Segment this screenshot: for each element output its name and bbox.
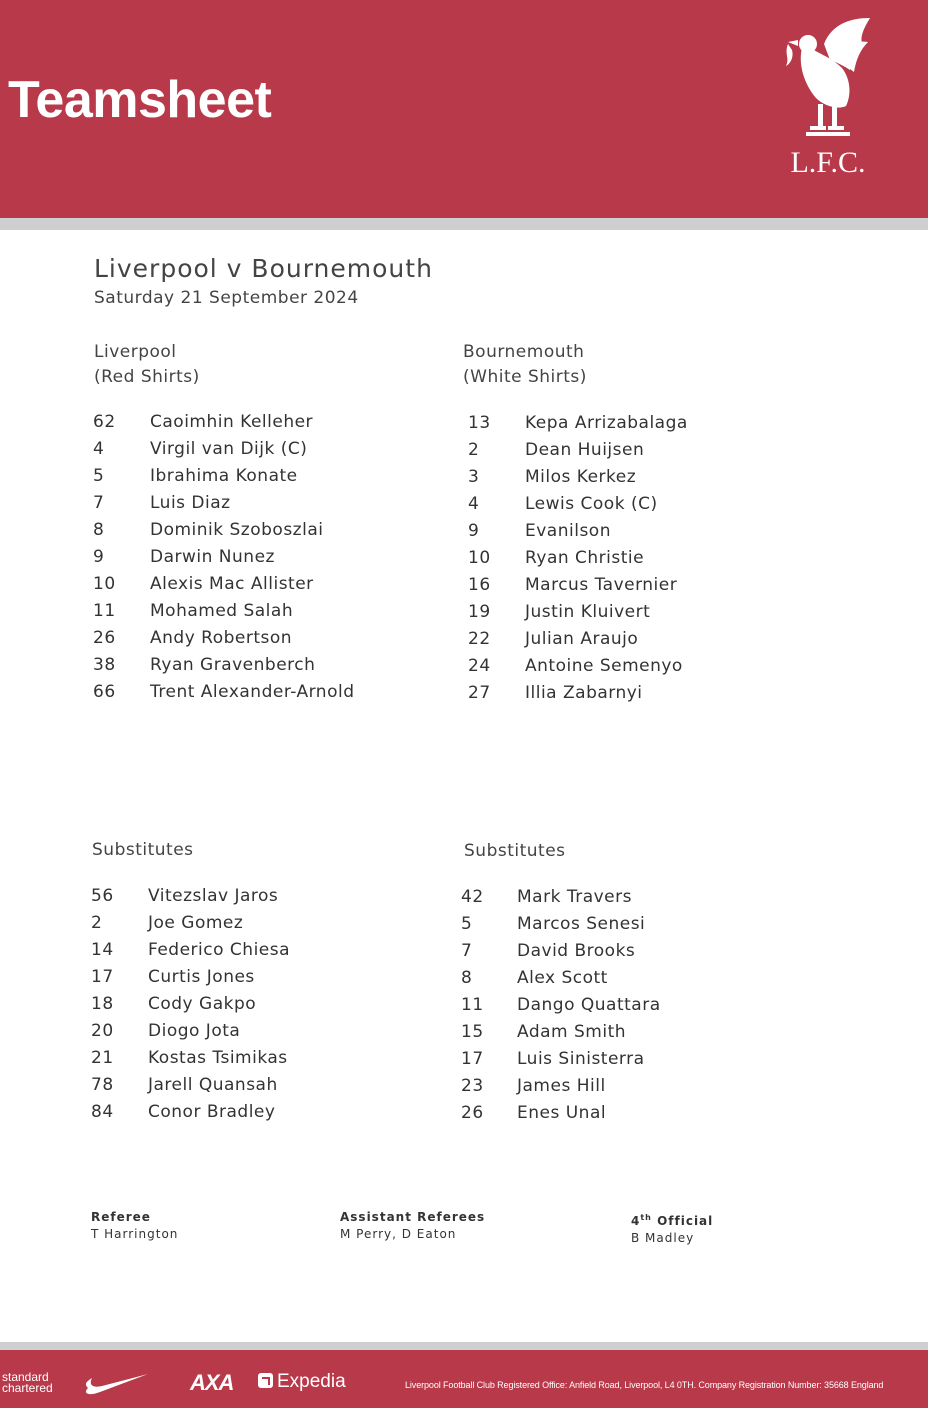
player-row — [91, 994, 421, 1021]
player-name: Dean Huijsen — [525, 440, 645, 460]
player-row — [93, 520, 423, 547]
sponsor-axa: AXA — [190, 1370, 234, 1395]
player-row — [461, 1049, 791, 1076]
player-name: Luis Sinisterra — [517, 1049, 645, 1069]
player-row — [468, 575, 798, 602]
sponsor-sc-line2: chartered — [2, 1381, 53, 1395]
fourth-official-label — [631, 1209, 713, 1230]
player-name: Ibrahima Konate — [150, 466, 298, 486]
assistant-referees-block — [340, 1209, 485, 1243]
player-number: 17 — [91, 967, 114, 987]
player-number: 38 — [93, 655, 116, 675]
player-name: Alexis Mac Allister — [150, 574, 314, 594]
page-title: Teamsheet — [8, 71, 272, 129]
header-stripe — [0, 218, 928, 230]
player-row — [93, 439, 423, 466]
player-number: 26 — [461, 1103, 484, 1123]
referee-label: Referee — [91, 1210, 151, 1224]
player-row — [461, 1022, 791, 1049]
player-row — [91, 940, 421, 967]
home-starters-list — [93, 412, 423, 709]
player-number: 27 — [468, 683, 491, 703]
player-name: Vitezslav Jaros — [148, 886, 279, 906]
player-row — [461, 968, 791, 995]
sponsor-standard-chartered — [2, 1372, 53, 1394]
player-row — [91, 1048, 421, 1075]
player-name: Evanilson — [525, 521, 611, 541]
player-name: Trent Alexander-Arnold — [150, 682, 355, 702]
player-name: Curtis Jones — [148, 967, 255, 987]
player-number: 23 — [461, 1076, 484, 1096]
player-name: Antoine Semenyo — [525, 656, 683, 676]
away-team-header — [463, 340, 587, 390]
player-row — [461, 995, 791, 1022]
assistant-referees-names: M Perry, D Eaton — [340, 1227, 457, 1241]
player-row — [91, 1021, 421, 1048]
player-row — [468, 494, 798, 521]
sponsor-sc-line1: standard — [2, 1370, 49, 1384]
player-row — [461, 887, 791, 914]
player-name: Mark Travers — [517, 887, 632, 907]
player-number: 2 — [91, 913, 103, 933]
player-name: Virgil van Dijk (C) — [150, 439, 308, 459]
player-name: Conor Bradley — [148, 1102, 276, 1122]
player-row — [91, 886, 421, 913]
player-number: 20 — [91, 1021, 114, 1041]
player-name: Dango Quattara — [517, 995, 661, 1015]
player-name: Jarell Quansah — [148, 1075, 278, 1095]
player-row — [93, 601, 423, 628]
player-row — [93, 466, 423, 493]
player-row — [93, 493, 423, 520]
player-row — [468, 413, 798, 440]
player-row — [461, 914, 791, 941]
crest-text: L.F.C. — [790, 146, 866, 179]
player-number: 24 — [468, 656, 491, 676]
player-row — [91, 1075, 421, 1102]
home-subs-list — [91, 886, 421, 1129]
player-name: Ryan Christie — [525, 548, 645, 568]
sponsor-expedia-text: Expedia — [277, 1371, 346, 1392]
player-name: Ryan Gravenberch — [150, 655, 316, 675]
player-row — [91, 913, 421, 940]
player-number: 15 — [461, 1022, 484, 1042]
footer-banner — [0, 1350, 928, 1408]
player-number: 11 — [461, 995, 484, 1015]
player-name: Julian Araujo — [525, 629, 639, 649]
player-number: 42 — [461, 887, 484, 907]
player-name: Marcos Senesi — [517, 914, 646, 934]
player-name: Joe Gomez — [148, 913, 244, 933]
player-number: 62 — [93, 412, 116, 432]
player-number: 9 — [93, 547, 105, 567]
player-row — [461, 1103, 791, 1130]
player-number: 21 — [91, 1048, 114, 1068]
player-number: 56 — [91, 886, 114, 906]
player-number: 14 — [91, 940, 114, 960]
player-number: 84 — [91, 1102, 114, 1122]
referee-name: T Harrington — [91, 1227, 179, 1241]
home-team-name: Liverpool — [94, 342, 177, 362]
player-number: 3 — [468, 467, 480, 487]
player-name: Milos Kerkez — [525, 467, 637, 487]
player-row — [461, 941, 791, 968]
player-name: James Hill — [517, 1076, 606, 1096]
away-starters-list — [468, 413, 798, 710]
fourth-official-num: 4 — [631, 1214, 641, 1228]
player-number: 10 — [468, 548, 491, 568]
referee-block — [91, 1209, 178, 1243]
player-name: Lewis Cook (C) — [525, 494, 658, 514]
player-number: 22 — [468, 629, 491, 649]
player-row — [468, 656, 798, 683]
match-date: Saturday 21 September 2024 — [94, 288, 359, 308]
away-team-shirts: (White Shirts) — [463, 367, 587, 387]
player-row — [468, 440, 798, 467]
footer-stripe — [0, 1342, 928, 1350]
match-title: Liverpool v Bournemouth — [94, 254, 433, 283]
player-name: Diogo Jota — [148, 1021, 241, 1041]
player-row — [468, 548, 798, 575]
player-name: Illia Zabarnyi — [525, 683, 643, 703]
player-name: Andy Robertson — [150, 628, 293, 648]
player-row — [468, 602, 798, 629]
player-number: 16 — [468, 575, 491, 595]
player-number: 8 — [461, 968, 473, 988]
player-row — [93, 682, 423, 709]
player-name: Justin Kluivert — [525, 602, 651, 622]
player-row — [468, 629, 798, 656]
player-name: Mohamed Salah — [150, 601, 294, 621]
home-team-shirts: (Red Shirts) — [94, 367, 200, 387]
player-number: 5 — [93, 466, 105, 486]
fourth-official-sup: th — [640, 1213, 652, 1222]
player-number: 4 — [468, 494, 480, 514]
sponsor-expedia — [258, 1371, 346, 1393]
player-number: 19 — [468, 602, 491, 622]
player-number: 7 — [93, 493, 105, 513]
away-subs-list — [461, 887, 791, 1130]
away-subs-header: Substitutes — [464, 841, 566, 861]
player-row — [93, 574, 423, 601]
away-team-name: Bournemouth — [463, 342, 585, 362]
player-row — [468, 683, 798, 710]
fourth-official-name: B Madley — [631, 1231, 695, 1245]
player-name: Kostas Tsimikas — [148, 1048, 288, 1068]
player-number: 17 — [461, 1049, 484, 1069]
player-name: Federico Chiesa — [148, 940, 291, 960]
header-banner — [0, 0, 928, 218]
player-name: David Brooks — [517, 941, 636, 961]
player-name: Luis Diaz — [150, 493, 231, 513]
player-name: Darwin Nunez — [150, 547, 275, 567]
fourth-official-block — [631, 1209, 713, 1247]
player-number: 2 — [468, 440, 480, 460]
home-subs-header: Substitutes — [92, 840, 194, 860]
player-number: 9 — [468, 521, 480, 541]
assistant-referees-label: Assistant Referees — [340, 1210, 486, 1224]
player-number: 13 — [468, 413, 491, 433]
player-row — [93, 628, 423, 655]
player-name: Cody Gakpo — [148, 994, 257, 1014]
player-row — [461, 1076, 791, 1103]
home-team-header — [94, 340, 200, 390]
player-name: Caoimhin Kelleher — [150, 412, 314, 432]
player-name: Kepa Arrizabalaga — [525, 413, 688, 433]
player-number: 26 — [93, 628, 116, 648]
player-name: Alex Scott — [517, 968, 608, 988]
player-row — [93, 655, 423, 682]
player-number: 5 — [461, 914, 473, 934]
player-name: Marcus Tavernier — [525, 575, 678, 595]
nike-swoosh-icon — [80, 1370, 150, 1396]
player-name: Adam Smith — [517, 1022, 627, 1042]
player-row — [93, 547, 423, 574]
expedia-icon — [258, 1373, 273, 1388]
player-number: 66 — [93, 682, 116, 702]
player-row — [93, 412, 423, 439]
player-row — [468, 467, 798, 494]
player-number: 10 — [93, 574, 116, 594]
fourth-official-text: Official — [651, 1214, 714, 1228]
player-row — [91, 967, 421, 994]
player-number: 8 — [93, 520, 105, 540]
player-number: 78 — [91, 1075, 114, 1095]
player-row — [468, 521, 798, 548]
liverbird-crest-icon — [780, 14, 876, 144]
player-row — [91, 1102, 421, 1129]
player-number: 7 — [461, 941, 473, 961]
player-number: 4 — [93, 439, 105, 459]
lfc-crest — [780, 14, 876, 184]
player-name: Dominik Szoboszlai — [150, 520, 324, 540]
player-name: Enes Unal — [517, 1103, 607, 1123]
registered-office-note: Liverpool Football Club Registered Office: Anfield Road, Liverpool, L4 0TH. Company Registration Number: 35668 England — [405, 1380, 884, 1390]
player-number: 11 — [93, 601, 116, 621]
player-number: 18 — [91, 994, 114, 1014]
